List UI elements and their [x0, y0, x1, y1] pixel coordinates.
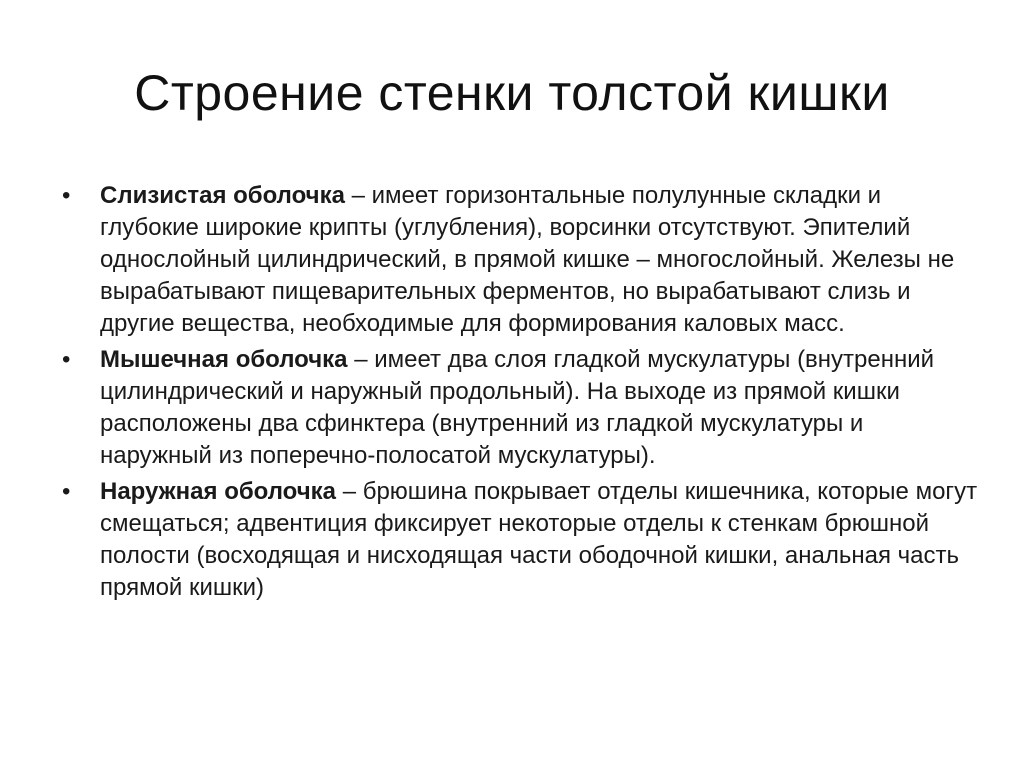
bullet-text: – брюшина покрывает отделы кишечника, которые могут смещаться; адвентиция фиксирует некоторые отделы к стенкам брюшной полости (восходящая и нисходящая части ободочной кишки, анальная часть прямой кишки) [100, 478, 978, 601]
bullet-item-muscular [60, 344, 980, 472]
bullet-term: Слизистая оболочка [100, 182, 345, 209]
bullet-item-mucosa [60, 180, 980, 340]
slide-title: Строение стенки толстой кишки [134, 65, 890, 121]
bullet-marker: • [62, 478, 71, 505]
bullet-marker: • [62, 346, 71, 373]
bullet-term: Наружная оболочка [100, 478, 337, 505]
bullet-marker: • [62, 182, 71, 209]
bullet-list [60, 180, 980, 608]
bullet-text: – имеет два слоя гладкой мускулатуры (внутренний цилиндрический и наружный продольный). На выходе из прямой кишки расположены два сфинктера (внутренний из гладкой мускулатуры и наружный из поперечно-полосатой мускулатуры). [100, 346, 935, 469]
bullet-term: Мышечная оболочка [100, 346, 348, 373]
bullet-item-outer [60, 476, 980, 604]
bullet-text: – имеет горизонтальные полулунные складки и глубокие широкие крипты (углубления), ворсинки отсутствуют. Эпителий однослойный цилиндрический, в прямой кишке – многослойный. Железы не вырабатывают пищеварительных ферментов, но вырабатывают слизь и другие вещества, необходимые для формирования каловых масс. [100, 182, 955, 337]
